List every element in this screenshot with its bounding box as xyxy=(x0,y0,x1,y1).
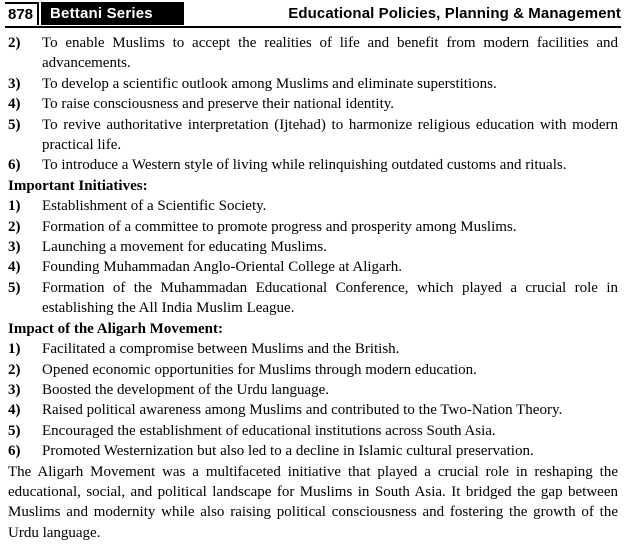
list-item-number: 1) xyxy=(8,341,21,358)
section-heading-impact: Impact of the Aligarh Movement: xyxy=(8,320,223,337)
list-item-number: 4) xyxy=(8,96,21,113)
objective-item xyxy=(8,115,618,156)
list-item-text: To raise consciousness and preserve their national identity. xyxy=(42,96,395,113)
list-item-text: Boosted the development of the Urdu language. xyxy=(42,381,330,398)
list-item-number: 4) xyxy=(8,402,21,419)
objective-item xyxy=(8,155,618,175)
page-body xyxy=(8,33,618,543)
initiative-item xyxy=(8,278,618,319)
list-item-text: Promoted Westernization but also led to a decline in Islamic cultural preservation. xyxy=(42,443,534,460)
list-item-text: To enable Muslims to accept the realities of life and benefit from modern facilities and advancements. xyxy=(42,35,618,72)
impact-item xyxy=(8,441,618,461)
list-item-number: 2) xyxy=(8,35,21,51)
page-header xyxy=(5,2,621,28)
list-item-number: 5) xyxy=(8,422,21,439)
impact-item xyxy=(8,380,618,400)
list-item-text: Raised political awareness among Muslims and contributed to the Two-Nation Theory. xyxy=(42,402,563,419)
list-item-number: 3) xyxy=(8,381,21,398)
initiative-item xyxy=(8,217,618,237)
list-item-number: 5) xyxy=(8,279,21,296)
list-item-text: Facilitated a compromise between Muslims and the British. xyxy=(42,341,400,358)
running-title: Educational Policies, Planning & Management xyxy=(288,5,621,22)
closing-paragraph: The Aligarh Movement was a multifaceted initiative that played a crucial role in reshaping the educational, social, and political landscape for Muslims in South Asia. It bridged the gap between Muslims and modernity while also raising political consciousness and fostering the growth of the Urdu language. xyxy=(8,463,618,541)
list-item-number: 3) xyxy=(8,239,21,256)
list-item-number: 5) xyxy=(8,116,21,133)
list-item-text: To introduce a Western style of living while relinquishing outdated customs and rituals. xyxy=(42,157,567,174)
impact-item xyxy=(8,421,618,441)
section-heading-initiatives: Important Initiatives: xyxy=(8,177,148,194)
list-item-number: 6) xyxy=(8,443,21,460)
list-item-text: Formation of a committee to promote progress and prosperity among Muslims. xyxy=(42,218,517,235)
impact-item xyxy=(8,360,618,380)
list-item-text: Founding Muhammadan Anglo-Oriental College at Aligarh. xyxy=(42,259,402,276)
objective-item xyxy=(8,33,618,74)
list-item-number: 2) xyxy=(8,218,21,235)
list-item-text: To revive authoritative interpretation (Ijtehad) to harmonize religious education with modern practical life. xyxy=(42,116,618,154)
impact-item xyxy=(8,400,618,420)
list-item-text: Encouraged the establishment of educational institutions across South Asia. xyxy=(42,422,496,439)
list-item-text: Launching a movement for educating Muslims. xyxy=(42,239,327,256)
list-item-number: 4) xyxy=(8,259,21,276)
initiative-item xyxy=(8,237,618,257)
objective-item xyxy=(8,74,618,94)
impact-item xyxy=(8,339,618,359)
initiative-item xyxy=(8,257,618,277)
list-item-number: 2) xyxy=(8,361,21,378)
objective-item xyxy=(8,94,618,114)
list-item-number: 1) xyxy=(8,198,21,215)
list-item-text: Establishment of a Scientific Society. xyxy=(42,198,267,215)
list-item-text: Formation of the Muhammadan Educational Conference, which played a crucial role in establishing the All India Muslim League. xyxy=(42,279,618,317)
list-item-text: To develop a scientific outlook among Muslims and eliminate superstitions. xyxy=(42,75,497,92)
page-number: 878 xyxy=(5,2,39,25)
initiative-item xyxy=(8,196,618,216)
list-item-text: Opened economic opportunities for Muslims through modern education. xyxy=(42,361,477,378)
series-label-badge: Bettani Series xyxy=(41,2,184,25)
list-item-number: 6) xyxy=(8,157,21,174)
list-item-number: 3) xyxy=(8,75,21,92)
